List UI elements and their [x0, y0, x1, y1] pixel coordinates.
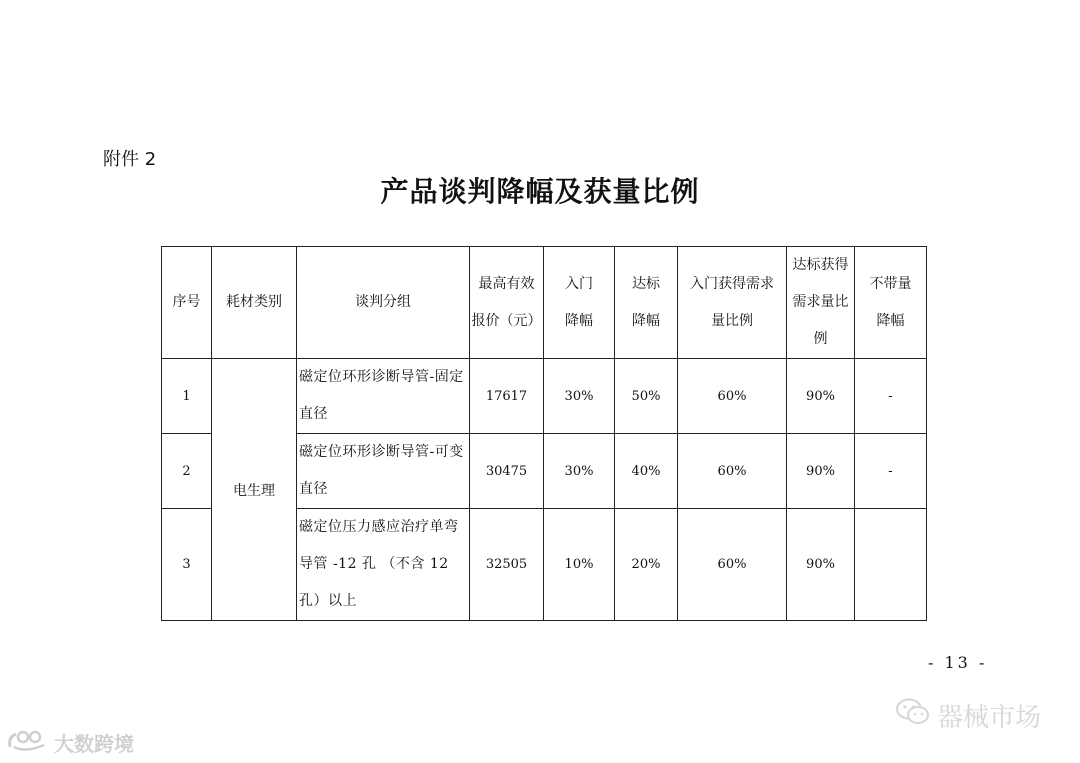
cell-entry-cut: 30%: [544, 359, 615, 434]
cell-no-volume-cut: -: [855, 434, 927, 509]
watermark-right-text: 器械市场: [937, 703, 1042, 733]
cell-group: 磁定位压力感应治疗单弯导管 -12 孔 （不含 12 孔）以上: [297, 509, 470, 621]
header-entry-cut: 入门 降幅: [544, 247, 615, 359]
watermark-right: [895, 697, 1041, 734]
cell-category: 电生理: [212, 359, 297, 621]
header-no-volume-cut: 不带量 降幅: [855, 247, 927, 359]
cell-target-ratio: 90%: [787, 359, 855, 434]
watermark-left-text: 大数跨境: [54, 732, 134, 756]
watermark-left: [6, 727, 134, 758]
page-number: - 13 -: [928, 653, 988, 672]
cell-price: 17617: [470, 359, 544, 434]
header-entry-ratio: 入门获得需求 量比例: [678, 247, 787, 359]
cell-no: 3: [162, 509, 212, 621]
cell-target-cut: 20%: [615, 509, 678, 621]
cell-entry-cut: 30%: [544, 434, 615, 509]
cell-target-ratio: 90%: [787, 509, 855, 621]
header-target-cut: 达标 降幅: [615, 247, 678, 359]
cell-no-volume-cut: [855, 509, 927, 621]
header-max-price: 最高有效 报价（元）: [470, 247, 544, 359]
cell-group: 磁定位环形诊断导管-可变直径: [297, 434, 470, 509]
cell-group: 磁定位环形诊断导管-固定直径: [297, 359, 470, 434]
cell-entry-ratio: 60%: [678, 509, 787, 621]
cell-entry-ratio: 60%: [678, 359, 787, 434]
cell-price: 30475: [470, 434, 544, 509]
document-title: 产品谈判降幅及获量比例: [380, 175, 700, 208]
table-row: [162, 359, 927, 434]
table-header-row: [162, 247, 927, 359]
cell-entry-ratio: 60%: [678, 434, 787, 509]
cell-no: 1: [162, 359, 212, 434]
header-target-ratio: 达标获得 需求量比 例: [787, 247, 855, 359]
header-category: 耗材类别: [212, 247, 297, 359]
cell-target-cut: 50%: [615, 359, 678, 434]
header-no: 序号: [162, 247, 212, 359]
cell-no: 2: [162, 434, 212, 509]
cell-entry-cut: 10%: [544, 509, 615, 621]
cell-target-cut: 40%: [615, 434, 678, 509]
wechat-icon: [895, 697, 931, 734]
cell-target-ratio: 90%: [787, 434, 855, 509]
cell-price: 32505: [470, 509, 544, 621]
cell-no-volume-cut: -: [855, 359, 927, 434]
attachment-label: 附件 2: [103, 149, 157, 170]
header-group: 谈判分组: [297, 247, 470, 359]
negotiation-table: [161, 246, 927, 621]
kuajing-logo-icon: [6, 727, 50, 758]
